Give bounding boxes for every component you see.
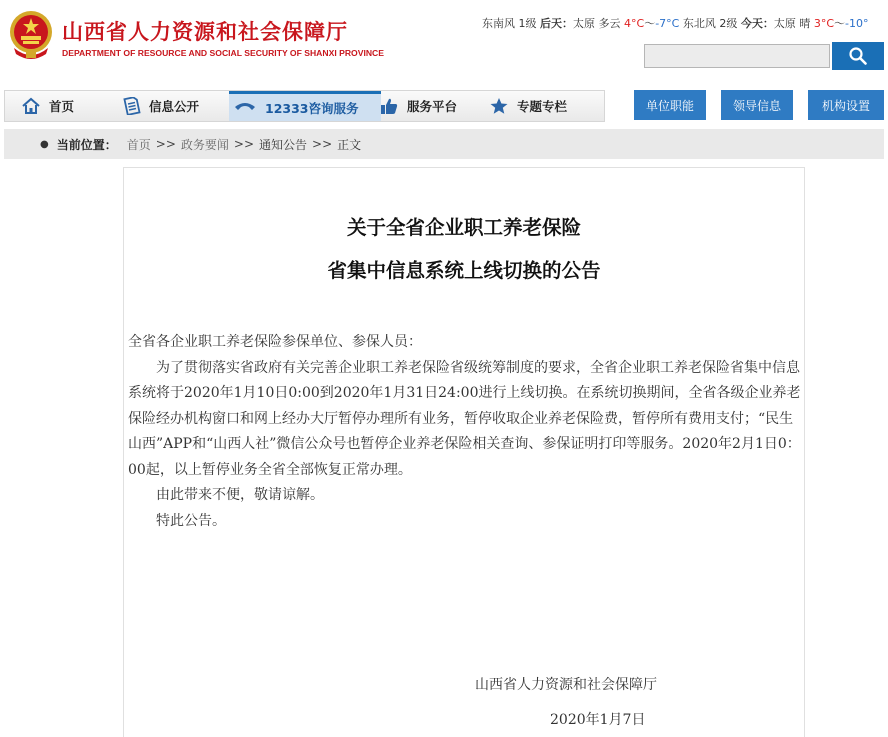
nav-info-disclosure[interactable] xyxy=(121,91,199,121)
breadcrumb-home[interactable]: 首页 xyxy=(126,137,151,152)
weather-text: 东北风 2级 xyxy=(679,17,741,30)
nav-label: 专题专栏 xyxy=(517,99,568,114)
search-button[interactable] xyxy=(832,42,884,70)
nav-special-topics[interactable] xyxy=(489,91,567,121)
temp-high: 3°C xyxy=(813,17,835,30)
nav-label: 服务平台 xyxy=(407,99,458,114)
weather-label: 今天： xyxy=(740,17,774,30)
article-paragraph: 特此公告。 xyxy=(156,512,226,529)
temp-high: 4°C xyxy=(624,17,645,30)
nav-home[interactable] xyxy=(21,91,74,121)
nav-label: 信息公开 xyxy=(149,99,200,114)
weather-ticker xyxy=(482,15,869,31)
nav-label: 首页 xyxy=(49,99,75,114)
article-signature: 山西省人力资源和社会保障厅 xyxy=(475,677,657,693)
national-emblem-icon xyxy=(8,8,54,60)
search-input[interactable] xyxy=(644,44,830,68)
site-title[interactable]: 山西省人力资源和社会保障厅 xyxy=(62,19,348,44)
breadcrumb xyxy=(4,129,884,159)
article-date: 2020年1月7日 xyxy=(550,712,646,728)
article-body xyxy=(128,330,802,534)
temp-low: -10° xyxy=(845,17,869,30)
site-header xyxy=(0,0,888,88)
temp-low: -7°C xyxy=(655,17,680,30)
breadcrumb-separator: >> xyxy=(312,137,333,151)
breadcrumb-separator: >> xyxy=(233,137,254,151)
article-paragraph: 由此带来不便，敬请谅解。 xyxy=(156,487,324,503)
breadcrumb-news[interactable]: 政务要闻 xyxy=(180,137,229,152)
thumbs-up-icon xyxy=(379,97,399,115)
star-icon xyxy=(489,97,509,115)
weather-text: 太原 多云 xyxy=(573,17,624,30)
site-title-english: DEPARTMENT OF RESOURCE AND SOCIAL SECURITY OF SHANXI PROVINCE xyxy=(62,48,384,58)
article-salutation: 全省各企业职工养老保险参保单位、参保人员： xyxy=(128,334,422,350)
document-icon xyxy=(121,97,141,115)
weather-text: 太原 晴 xyxy=(773,17,814,30)
article-title-line2: 省集中信息系统上线切换的公告 xyxy=(327,259,601,282)
home-icon xyxy=(21,97,41,115)
breadcrumb-label: 当前位置： xyxy=(56,137,117,152)
weather-text: 东南风 1级 xyxy=(482,17,540,30)
weather-label: 后天： xyxy=(540,17,573,30)
breadcrumb-current: 正文 xyxy=(337,137,362,152)
leader-info-button[interactable]: 领导信息 xyxy=(721,90,793,120)
weather-text: ～ xyxy=(834,17,846,30)
search-icon xyxy=(849,47,867,65)
main-nav xyxy=(4,90,605,122)
nav-12333-service[interactable] xyxy=(229,91,381,121)
nav-service-platform[interactable] xyxy=(379,91,457,121)
bullet-icon: ● xyxy=(40,138,49,150)
article-panel xyxy=(123,167,805,737)
org-structure-button[interactable]: 机构设置 xyxy=(808,90,884,120)
article-paragraph: 为了贯彻落实省政府有关完善企业职工养老保险省级统筹制度的要求，全省企业职工养老保险省集中信息系统将于2020年1月10日0:00到2020年1月31日24:00进行上线切换。在系统切换期间，全省各级企业养老保险经办机构窗口和网上经办大厅暂停办理所有业务，暂停收取企业养老保险费，暂停所有费用支付；“民生山西”APP和“山西人社”微信公众号也暂停企业养老保险相关查询、参保证明打印等服务。2020年2月1日0：00起，以上暂停业务全省全部恢复正常办理。 xyxy=(128,359,801,478)
phone-icon xyxy=(233,99,257,117)
breadcrumb-notices[interactable]: 通知公告 xyxy=(259,137,308,152)
breadcrumb-separator: >> xyxy=(155,137,176,151)
unit-functions-button[interactable]: 单位职能 xyxy=(634,90,706,120)
article-title-line1: 关于全省企业职工养老保险 xyxy=(346,216,581,239)
weather-text: ～ xyxy=(644,17,656,30)
nav-label: 12333咨询服务 xyxy=(265,100,359,116)
